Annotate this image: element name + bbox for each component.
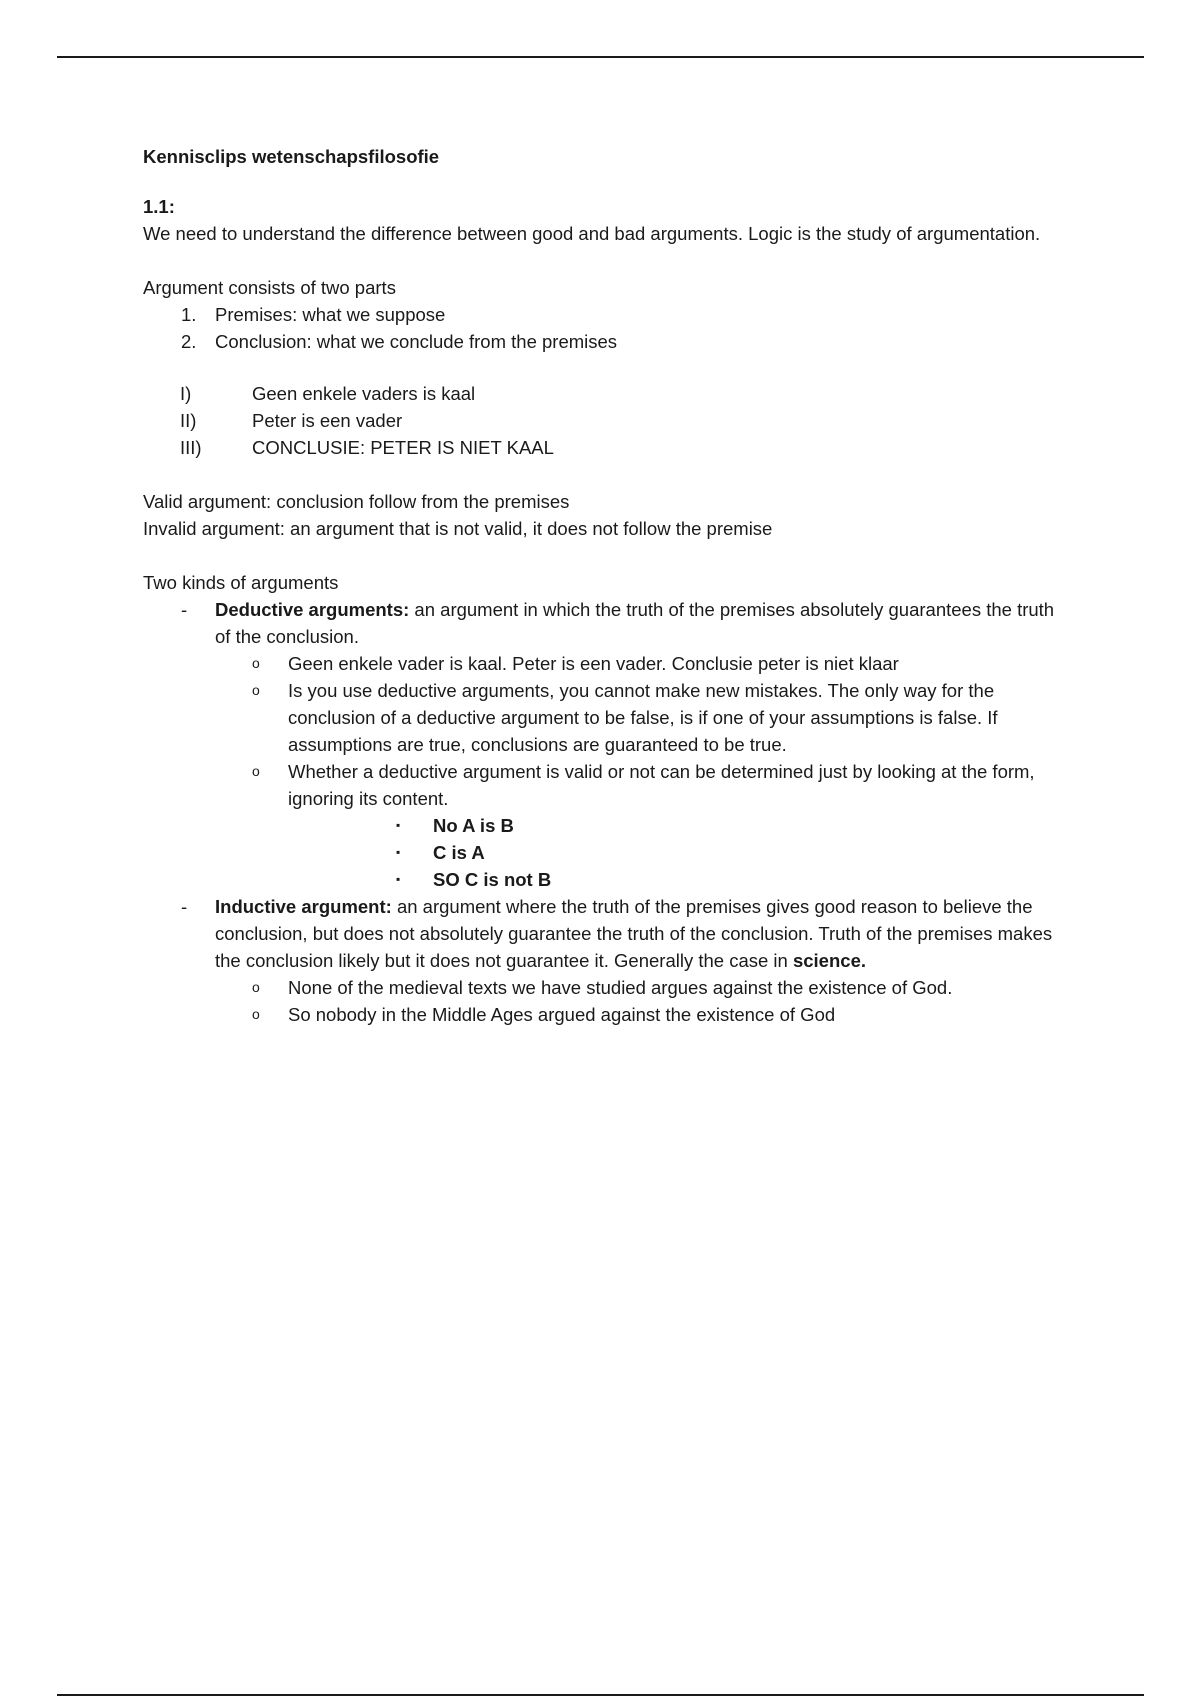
intro-paragraph: We need to understand the difference between good and bad arguments. Logic is the study of argumentation.	[143, 223, 1041, 244]
list-marker: 1.	[181, 304, 197, 325]
sub-list-item	[143, 677, 1063, 758]
argument-kinds-list	[143, 596, 1063, 1028]
bottom-rule	[57, 1694, 1144, 1696]
list-item	[143, 301, 1063, 328]
list-item	[143, 407, 1063, 434]
list-marker: 2.	[181, 331, 197, 352]
parts-list	[143, 301, 1063, 355]
section-heading: 1.1:	[143, 196, 175, 217]
sub-list-item	[143, 758, 1063, 893]
inductive-definition: an argument where the truth of the premises gives good reason to believe the conclusion, but does not absolutely guarantee the truth of the conclusion. Truth of the premises makes the conclusion likely but it does not guarantee it. Generally the case in	[215, 896, 1053, 971]
sub-list-item	[143, 974, 1063, 1001]
circle-bullet-icon: o	[252, 682, 260, 698]
sub-list-item	[143, 1001, 1063, 1028]
sub-item-text: Whether a deductive argument is valid or not can be determined just by looking at the form, ignoring its content.	[288, 761, 1035, 809]
list-item	[143, 380, 1063, 407]
deductive-definition: an argument in which the truth of the premises absolutely guarantees the truth of the conclusion.	[215, 599, 1055, 647]
circle-bullet-icon: o	[252, 979, 260, 995]
sub-item-text: Is you use deductive arguments, you cannot make new mistakes. The only way for the conclusion of a deductive argument to be false, is if one of your assumptions is false. If assumptions are true, conclusions are guaranteed to be true.	[288, 680, 998, 755]
dash-marker: -	[181, 896, 188, 917]
invalid-definition: Invalid argument: an argument that is not valid, it does not follow the premise	[143, 518, 773, 539]
inductive-term: Inductive argument:	[215, 896, 392, 917]
kinds-intro: Two kinds of arguments	[143, 572, 339, 593]
sub-item-text: Geen enkele vader is kaal. Peter is een vader. Conclusie peter is niet klaar	[288, 653, 899, 674]
square-bullet-icon: ▪	[396, 818, 401, 832]
sub-item-text: None of the medieval texts we have studied argues against the existence of God.	[288, 977, 953, 998]
parts-intro: Argument consists of two parts	[143, 277, 396, 298]
list-marker: I)	[180, 383, 192, 404]
form-item	[216, 812, 1063, 839]
list-item-text: Conclusion: what we conclude from the premises	[215, 331, 618, 352]
circle-bullet-icon: o	[252, 655, 260, 671]
list-item	[143, 434, 1063, 461]
form-text: C is A	[433, 842, 485, 863]
list-item-text: Peter is een vader	[252, 410, 403, 431]
form-item	[216, 866, 1063, 893]
form-item	[216, 839, 1063, 866]
circle-bullet-icon: o	[252, 1006, 260, 1022]
inductive-emphasis: science.	[792, 950, 866, 971]
list-marker: III)	[180, 437, 202, 458]
valid-definition: Valid argument: conclusion follow from the premises	[143, 491, 570, 512]
form-text: No A is B	[433, 815, 514, 836]
deductive-item	[143, 596, 1063, 893]
square-bullet-icon: ▪	[396, 845, 401, 859]
document-title: Kennisclips wetenschapsfilosofie	[143, 146, 440, 167]
list-item-text: CONCLUSIE: PETER IS NIET KAAL	[252, 437, 554, 458]
form-text: SO C is not B	[433, 869, 552, 890]
sub-list-item	[143, 650, 1063, 677]
inductive-item	[143, 893, 1063, 1028]
list-marker: II)	[180, 410, 197, 431]
list-item-text: Geen enkele vaders is kaal	[252, 383, 476, 404]
top-rule	[57, 56, 1144, 58]
example-list	[143, 380, 1063, 461]
dash-marker: -	[181, 599, 188, 620]
deductive-term: Deductive arguments:	[215, 599, 410, 620]
list-item	[143, 328, 1063, 355]
circle-bullet-icon: o	[252, 763, 260, 779]
sub-item-text: So nobody in the Middle Ages argued against the existence of God	[288, 1004, 836, 1025]
document-body	[143, 143, 1063, 1028]
square-bullet-icon: ▪	[396, 872, 401, 886]
list-item-text: Premises: what we suppose	[215, 304, 446, 325]
